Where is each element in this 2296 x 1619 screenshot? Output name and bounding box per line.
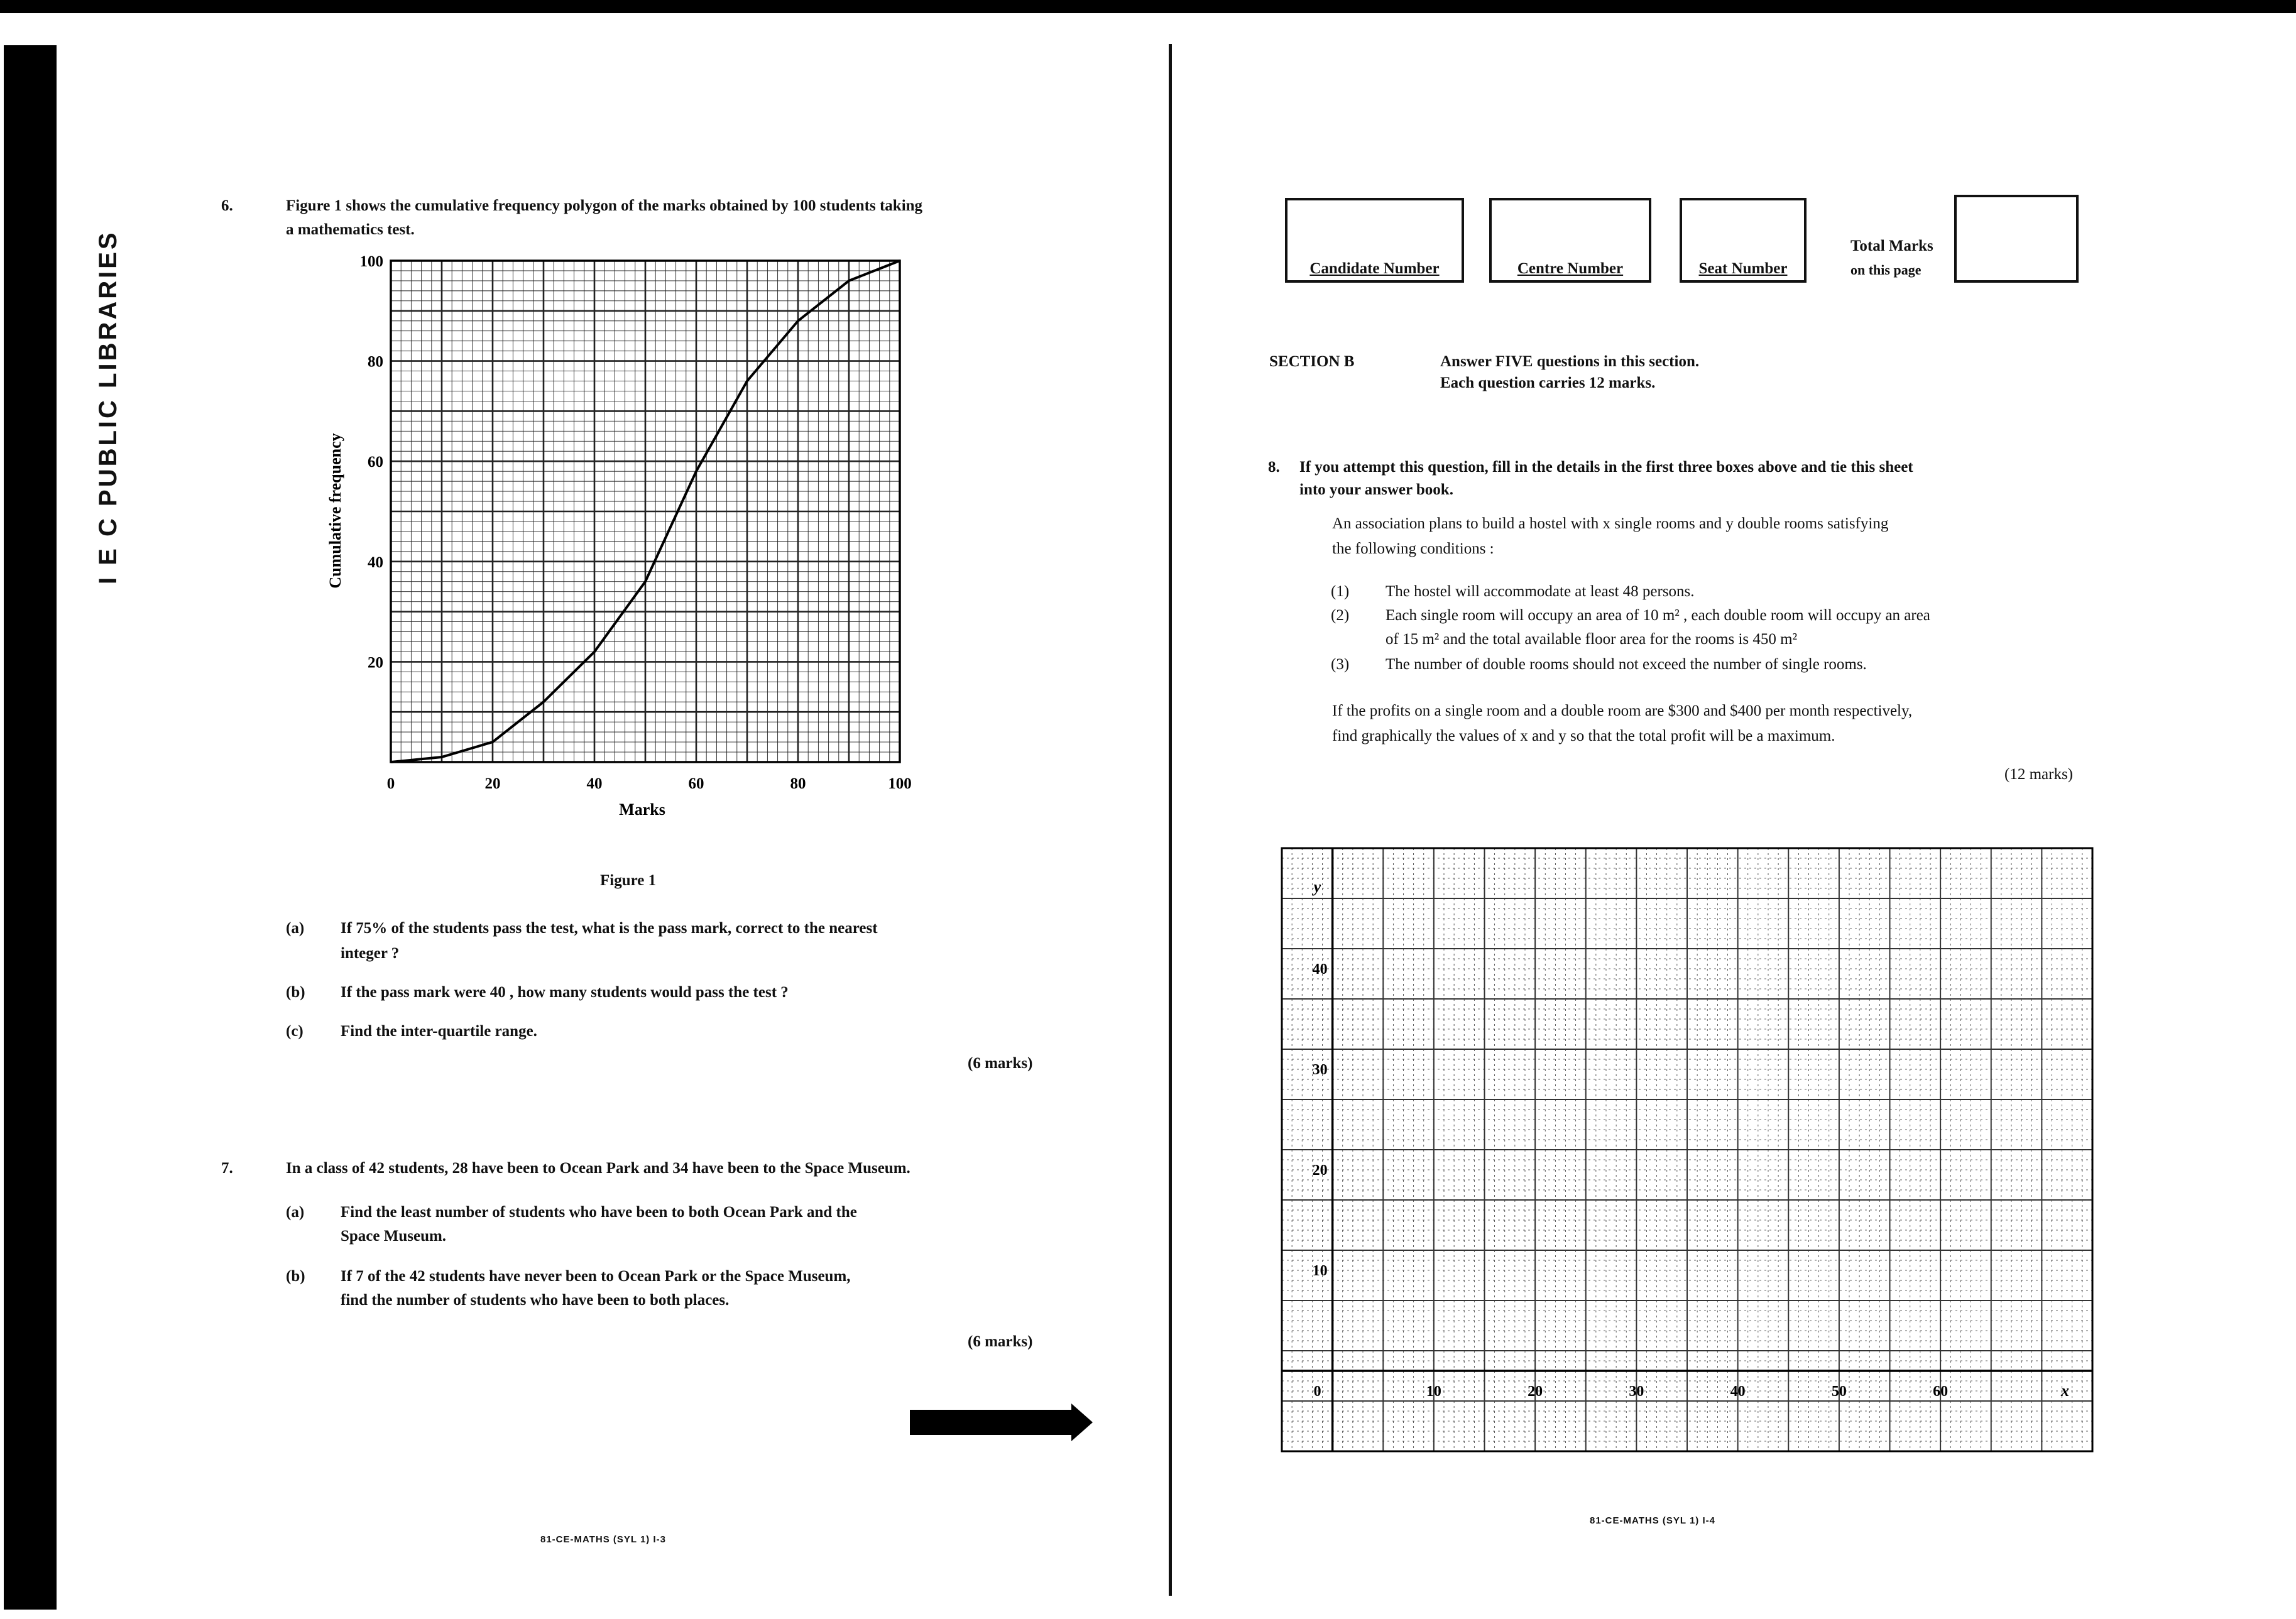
q7a-line2: Space Museum. — [341, 1228, 447, 1245]
total-marks-box[interactable] — [1954, 195, 2079, 283]
q6-marks: (6 marks) — [968, 1055, 1033, 1072]
left-page-footer: 81-CE-MATHS (SYL 1) I-3 — [540, 1534, 666, 1545]
q8-cond2-line1: Each single room will occupy an area of 10 m² , each double room will occupy an area — [1386, 607, 1930, 624]
section-title: SECTION B — [1269, 353, 1355, 370]
q8-cond1-text: The hostel will accommodate at least 48 persons. — [1386, 583, 1695, 600]
y-axis-label: Cumulative frequency — [326, 433, 344, 589]
q7-intro: In a class of 42 students, 28 have been to Ocean Park and 34 have been to the Space Museum. — [286, 1160, 910, 1177]
q8-para2: the following conditions : — [1332, 540, 1494, 557]
q8-cond3-text: The number of double rooms should not exceed the number of single rooms. — [1386, 656, 1867, 673]
q7b-label: (b) — [286, 1268, 305, 1285]
x-tick-label: 20 — [1528, 1383, 1543, 1400]
y-tick-label: 80 — [368, 353, 383, 371]
q8-cond3-label: (3) — [1331, 656, 1350, 673]
page-divider — [1169, 44, 1172, 1596]
x-tick-label: 60 — [688, 775, 704, 792]
q8-cond1-label: (1) — [1331, 583, 1350, 600]
right-page-footer: 81-CE-MATHS (SYL 1) I-4 — [1590, 1515, 1715, 1526]
q8-intro2: into your answer book. — [1299, 481, 1453, 498]
q6-intro-line1: Figure 1 shows the cumulative frequency polygon of the marks obtained by 100 students taking — [286, 197, 923, 214]
x-axis-label: Marks — [619, 800, 665, 819]
y-tick-label: 40 — [1312, 961, 1328, 978]
q8-profit2: find graphically the values of x and y so that the total profit will be a maximum. — [1332, 728, 1835, 744]
next-page-arrow-head — [1071, 1404, 1093, 1441]
seat-number-box[interactable] — [1680, 198, 1807, 283]
q6c-label: (c) — [286, 1023, 303, 1040]
next-page-arrow — [910, 1410, 1074, 1435]
answer-graph-paper[interactable] — [1276, 842, 2111, 1458]
y-tick-label: 20 — [1312, 1162, 1328, 1179]
cumulative-frequency-chart — [320, 248, 924, 839]
graph-paper-grid — [1282, 848, 2092, 1451]
graph-axis-labels — [1312, 878, 2069, 1400]
q7a-label: (a) — [286, 1204, 305, 1221]
q8-number: 8. — [1268, 459, 1280, 476]
x-tick-label: 20 — [484, 775, 501, 792]
q7b-line1: If 7 of the 42 students have never been to Ocean Park or the Space Museum, — [341, 1268, 851, 1285]
library-stamp: I E C PUBLIC LIBRARIES — [94, 230, 122, 584]
q7b-line2: find the number of students who have been to both places. — [341, 1292, 730, 1309]
chart-grid — [391, 261, 900, 762]
section-instruction-1: Answer FIVE questions in this section. — [1440, 353, 1700, 370]
centre-number-label: Centre Number — [1517, 260, 1624, 277]
x-tick-label: 100 — [888, 775, 912, 792]
x-tick-label: 60 — [1933, 1383, 1949, 1400]
y-axis-letter: y — [1313, 878, 1321, 896]
y-tick-label: 100 — [359, 253, 383, 270]
q8-cond2-label: (2) — [1331, 607, 1350, 624]
x-tick-label: 30 — [1629, 1383, 1644, 1400]
q6b-label: (b) — [286, 984, 305, 1001]
centre-number-box[interactable] — [1489, 198, 1651, 283]
y-tick-label: 30 — [1312, 1062, 1328, 1078]
q6-intro-line2: a mathematics test. — [286, 221, 415, 238]
y-tick-label: 10 — [1312, 1263, 1328, 1279]
total-marks-label-line2: on this page — [1850, 262, 1922, 278]
x-tick-label: 50 — [1831, 1383, 1847, 1400]
y-tick-label: 20 — [368, 654, 383, 672]
q8-cond2-line2: of 15 m² and the total available floor area for the rooms is 450 m² — [1386, 631, 1798, 648]
q8-profit1: If the profits on a single room and a double room are $300 and $400 per month respectively, — [1332, 702, 1913, 719]
candidate-number-box[interactable] — [1285, 198, 1464, 283]
q6a-line1: If 75% of the students pass the test, what is the pass mark, correct to the nearest — [341, 920, 878, 937]
origin-label: 0 — [1313, 1383, 1321, 1400]
x-tick-label: 0 — [386, 775, 395, 792]
q6b-line1: If the pass mark were 40 , how many students would pass the test ? — [341, 984, 789, 1001]
q7-marks: (6 marks) — [968, 1333, 1033, 1350]
candidate-number-label: Candidate Number — [1309, 260, 1440, 277]
q8-marks: (12 marks) — [2004, 766, 2073, 783]
q6a-label: (a) — [286, 920, 305, 937]
q6c-line1: Find the inter-quartile range. — [341, 1023, 537, 1040]
x-tick-label: 40 — [586, 775, 603, 792]
seat-number-label: Seat Number — [1698, 260, 1788, 277]
scan-left-border — [4, 45, 57, 1610]
x-tick-label: 80 — [790, 775, 806, 792]
total-marks-label-line1: Total Marks — [1850, 237, 1933, 254]
x-tick-label: 40 — [1730, 1383, 1746, 1400]
scan-top-border — [0, 0, 2296, 13]
y-tick-label: 40 — [368, 553, 383, 571]
q7a-line1: Find the least number of students who have been to both Ocean Park and the — [341, 1204, 857, 1221]
x-axis-letter: x — [2061, 1382, 2069, 1400]
figure-caption: Figure 1 — [600, 872, 657, 889]
y-tick-label: 60 — [368, 454, 383, 471]
q6-number: 6. — [221, 197, 233, 214]
q8-para1: An association plans to build a hostel with x single rooms and y double rooms satisfying — [1332, 515, 1889, 532]
q8-intro1: If you attempt this question, fill in the details in the first three boxes above and tie this sheet — [1299, 459, 1913, 476]
section-instruction-2: Each question carries 12 marks. — [1440, 374, 1656, 391]
x-tick-label: 10 — [1426, 1383, 1441, 1400]
q6a-line2: integer ? — [341, 945, 400, 962]
q7-number: 7. — [221, 1160, 233, 1177]
